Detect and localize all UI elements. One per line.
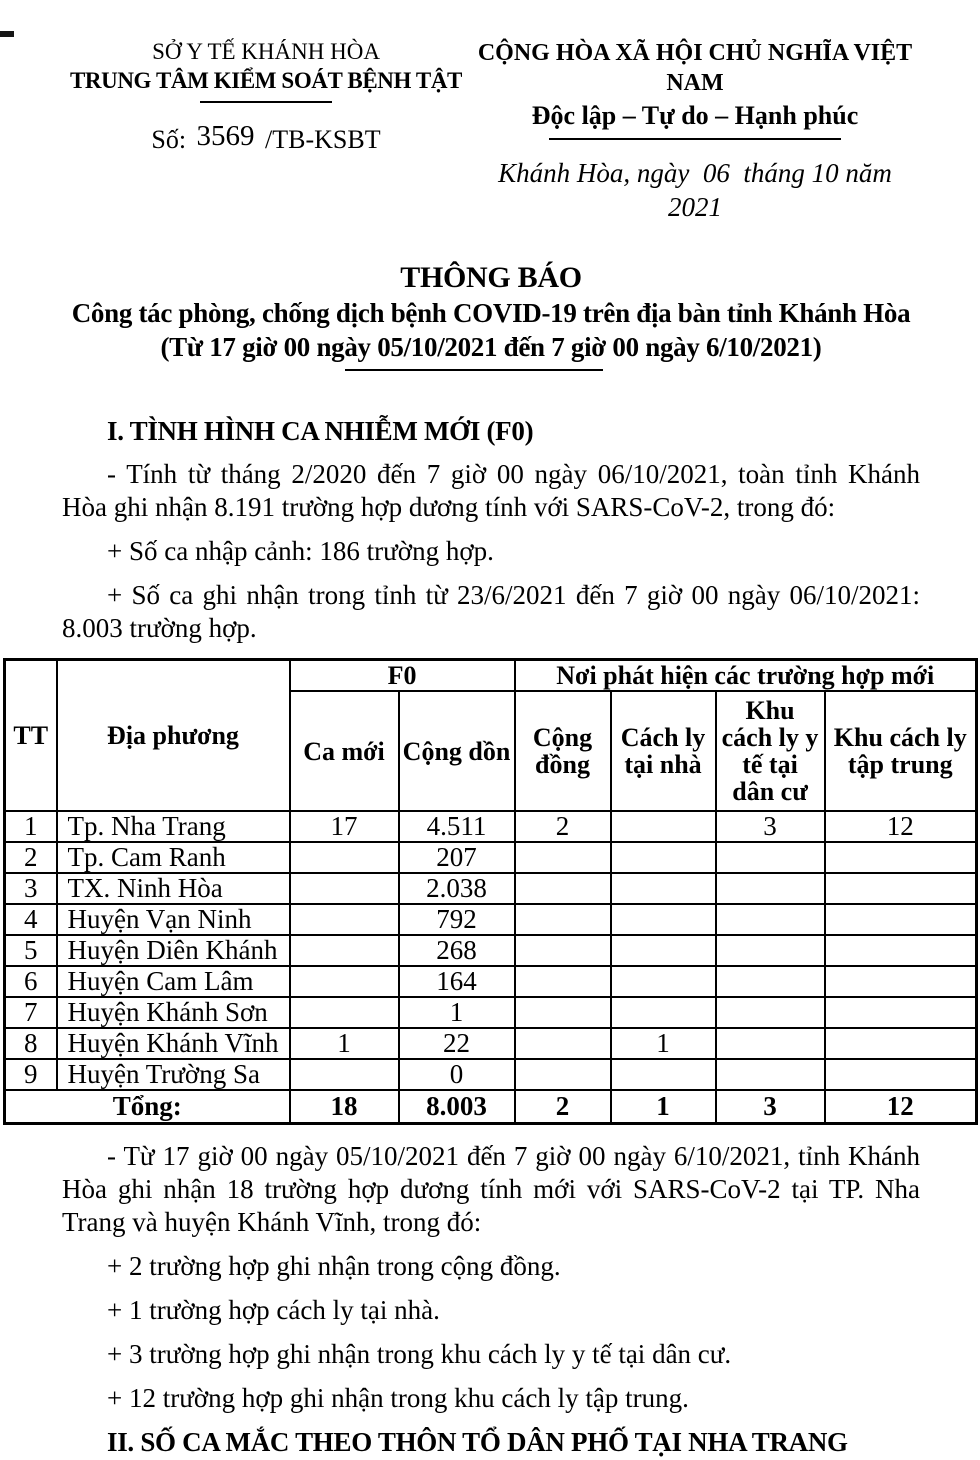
value-cell (716, 842, 825, 873)
paragraph-new-cases-period: - Từ 17 giờ 00 ngày 05/10/2021 đến 7 giờ 00 ngày 6/10/2021, tỉnh Khánh Hòa ghi nhận 18 trường hợp dương tính mới với SARS-CoV-2 tại TP. Nha Trang và huyện Khánh Vĩnh, trong đó: (62, 1141, 920, 1237)
value-cell (290, 997, 399, 1028)
title-block (62, 260, 920, 371)
value-cell (825, 873, 977, 904)
value-cell: 4.511 (399, 811, 515, 842)
bullet-home-quarantine: + 1 trường hợp cách ly tại nhà. (107, 1295, 440, 1325)
table-header (5, 660, 977, 812)
total-concentrated-quarantine-cell: 12 (825, 1090, 977, 1124)
table-total-row (5, 1090, 977, 1124)
value-cell (825, 966, 977, 997)
value-cell: 2 (515, 811, 611, 842)
value-cell (611, 966, 716, 997)
bullet-concentrated-quarantine: + 12 trường hợp ghi nhận trong khu cách ly tập trung. (107, 1383, 689, 1413)
district-name-cell: Huyện Diên Khánh (57, 935, 290, 966)
value-cell (515, 966, 611, 997)
bullet-imported-cases: + Số ca nhập cảnh: 186 trường hợp. (107, 536, 494, 566)
org-parent-name: SỞ Y TẾ KHÁNH HÒA (152, 39, 380, 64)
table-row (5, 966, 977, 997)
value-cell (515, 935, 611, 966)
value-cell (611, 842, 716, 873)
header-cell-new-cases: Ca mới (290, 691, 399, 811)
value-cell (825, 842, 977, 873)
national-motto: Độc lập – Tự do – Hạnh phúc (531, 101, 859, 130)
place-and-date: Khánh Hòa, ngày 06 tháng 10 năm 2021 (498, 158, 892, 222)
value-cell (515, 997, 611, 1028)
value-cell (290, 904, 399, 935)
national-title: CỘNG HÒA XÃ HỘI CHỦ NGHĨA VIỆT NAM (477, 40, 913, 96)
district-name-cell: Huyện Cam Lâm (57, 966, 290, 997)
value-cell (515, 1028, 611, 1059)
district-name-cell: Huyện Khánh Vĩnh (57, 1028, 290, 1059)
value-cell (716, 904, 825, 935)
doc-number-value: 3569 (196, 120, 255, 152)
value-cell: 7 (5, 997, 57, 1028)
value-cell (290, 842, 399, 873)
value-cell (825, 1028, 977, 1059)
value-cell (611, 873, 716, 904)
value-cell: 8 (5, 1028, 57, 1059)
issuing-org-block (62, 38, 470, 224)
value-cell (515, 904, 611, 935)
value-cell: 2 (5, 842, 57, 873)
value-cell (611, 1059, 716, 1090)
header-cell-community: Cộng đồng (515, 691, 611, 811)
value-cell: 17 (290, 811, 399, 842)
value-cell: 207 (399, 842, 515, 873)
value-cell: 22 (399, 1028, 515, 1059)
value-cell (825, 935, 977, 966)
section-2-heading: II. SỐ CA MẮC THEO THÔN TỔ DÂN PHỐ TẠI NHA TRANG (107, 1427, 848, 1457)
document-subtitle: Công tác phòng, chống dịch bệnh COVID-19 trên địa bàn tỉnh Khánh Hòa (71, 298, 911, 328)
district-name-cell: Huyện Vạn Ninh (57, 904, 290, 935)
value-cell (716, 997, 825, 1028)
value-cell (611, 904, 716, 935)
header-cell-medical-quarantine: Khu cách ly y tế tại dân cư (716, 691, 825, 811)
header-cell-location-group: Nơi phát hiện các trường hợp mới (515, 660, 977, 692)
value-cell: 4 (5, 904, 57, 935)
value-cell (515, 1059, 611, 1090)
value-cell: 9 (5, 1059, 57, 1090)
total-medical-quarantine-cell: 3 (716, 1090, 825, 1124)
section-1-heading: I. TÌNH HÌNH CA NHIỄM MỚI (F0) (107, 416, 534, 446)
value-cell (716, 935, 825, 966)
table-row (5, 904, 977, 935)
scan-artifact (0, 31, 14, 37)
total-new-cases-cell: 18 (290, 1090, 399, 1124)
value-cell: 0 (399, 1059, 515, 1090)
value-cell (825, 904, 977, 935)
value-cell (611, 811, 716, 842)
district-name-cell: Huyện Trường Sa (57, 1059, 290, 1090)
table-row (5, 935, 977, 966)
header-cell-concentrated-quarantine: Khu cách ly tập trung (825, 691, 977, 811)
value-cell: 5 (5, 935, 57, 966)
bullet-local-cases: + Số ca ghi nhận trong tỉnh từ 23/6/2021 đến 7 giờ 00 ngày 06/10/2021: 8.003 trường hợp. (62, 580, 920, 643)
org-underline (200, 101, 332, 103)
value-cell: 268 (399, 935, 515, 966)
table-row (5, 1059, 977, 1090)
value-cell (611, 997, 716, 1028)
value-cell (515, 842, 611, 873)
district-name-cell: TX. Ninh Hòa (57, 873, 290, 904)
value-cell (716, 966, 825, 997)
document-title: THÔNG BÁO (400, 261, 582, 294)
header-cell-home-quarantine: Cách ly tại nhà (611, 691, 716, 811)
total-label-cell: Tổng: (5, 1090, 290, 1124)
table-row (5, 1028, 977, 1059)
value-cell (290, 966, 399, 997)
value-cell: 1 (5, 811, 57, 842)
value-cell (611, 935, 716, 966)
doc-number-suffix: /TB-KSBT (265, 125, 381, 154)
table-row (5, 842, 977, 873)
motto-underline (549, 138, 841, 140)
total-home-quarantine-cell: 1 (611, 1090, 716, 1124)
value-cell: 6 (5, 966, 57, 997)
value-cell (716, 1059, 825, 1090)
district-name-cell: Huyện Khánh Sơn (57, 997, 290, 1028)
value-cell (716, 1028, 825, 1059)
table-row (5, 873, 977, 904)
value-cell (825, 997, 977, 1028)
value-cell: 1 (611, 1028, 716, 1059)
value-cell: 3 (716, 811, 825, 842)
value-cell (515, 873, 611, 904)
value-cell: 12 (825, 811, 977, 842)
header-cell-f0-group: F0 (290, 660, 515, 692)
value-cell (825, 1059, 977, 1090)
value-cell (290, 873, 399, 904)
value-cell (290, 1059, 399, 1090)
value-cell: 3 (5, 873, 57, 904)
table-row (5, 997, 977, 1028)
header-cell-cumulative: Cộng dồn (399, 691, 515, 811)
bullet-community: + 2 trường hợp ghi nhận trong cộng đồng. (107, 1251, 561, 1281)
value-cell (716, 873, 825, 904)
value-cell: 792 (399, 904, 515, 935)
total-community-cell: 2 (515, 1090, 611, 1124)
document-period: (Từ 17 giờ 00 ngày 05/10/2021 đến 7 giờ 00 ngày 6/10/2021) (160, 332, 822, 362)
table-header-row-1 (5, 660, 977, 692)
doc-number-label: Số: (151, 125, 187, 154)
value-cell: 1 (399, 997, 515, 1028)
header-cell-tt: TT (5, 660, 57, 812)
total-cumulative-cell: 8.003 (399, 1090, 515, 1124)
table-footer (5, 1090, 977, 1124)
district-name-cell: Tp. Nha Trang (57, 811, 290, 842)
bullet-medical-quarantine: + 3 trường hợp ghi nhận trong khu cách ly y tế tại dân cư. (107, 1339, 732, 1369)
value-cell: 2.038 (399, 873, 515, 904)
national-header-block (470, 38, 920, 224)
value-cell: 164 (399, 966, 515, 997)
table-row (5, 811, 977, 842)
table-body (5, 811, 977, 1090)
paragraph-total-cases: - Tính từ tháng 2/2020 đến 7 giờ 00 ngày 06/10/2021, toàn tỉnh Khánh Hòa ghi nhận 8.191 trường hợp dương tính với SARS-CoV-2, trong đó: (62, 459, 920, 522)
doc-number-line (62, 120, 470, 156)
org-name: TRUNG TÂM KIỂM SOÁT BỆNH TẬT (69, 68, 463, 93)
title-underline (345, 369, 603, 371)
header-cell-district: Địa phương (57, 660, 290, 812)
document-header (62, 38, 920, 224)
cases-by-district-table (3, 658, 978, 1125)
value-cell (290, 935, 399, 966)
district-name-cell: Tp. Cam Ranh (57, 842, 290, 873)
value-cell: 1 (290, 1028, 399, 1059)
